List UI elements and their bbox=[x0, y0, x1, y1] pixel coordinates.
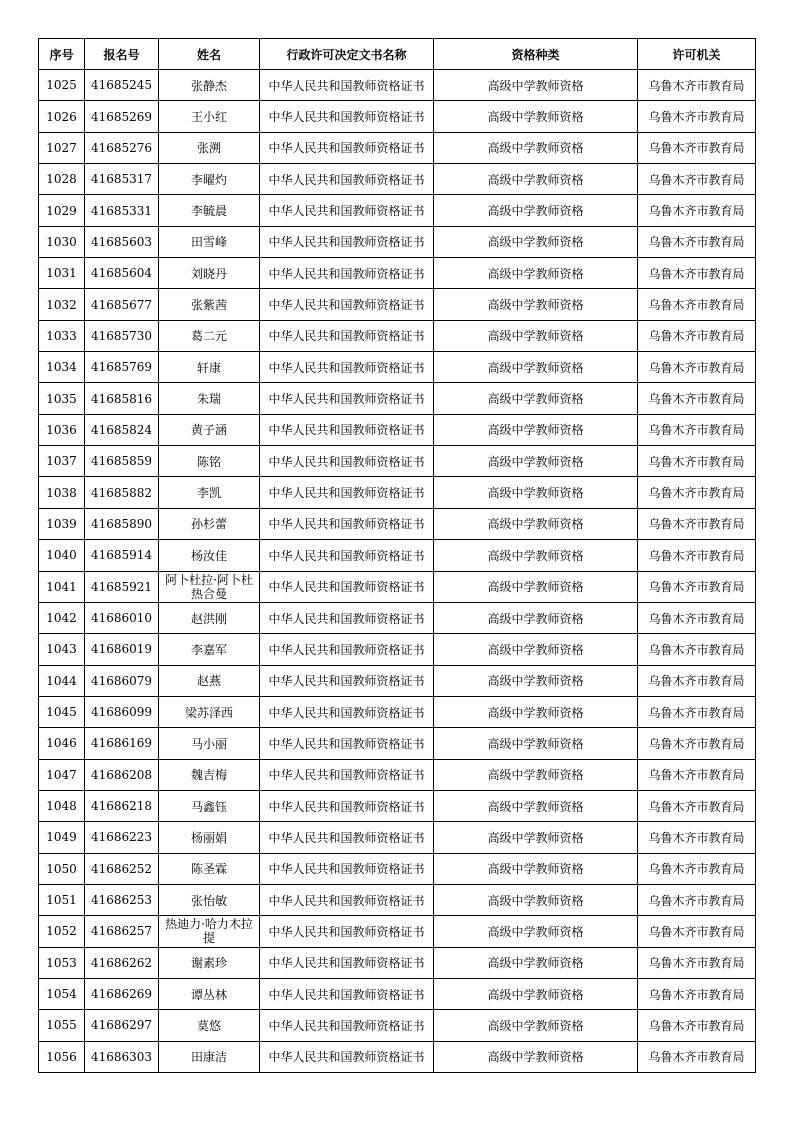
cell-qual-type: 高级中学教师资格 bbox=[434, 978, 638, 1009]
cell-authority: 乌鲁木齐市教育局 bbox=[638, 414, 756, 445]
cell-doc-name: 中华人民共和国教师资格证书 bbox=[260, 540, 434, 571]
cell-doc-name: 中华人民共和国教师资格证书 bbox=[260, 884, 434, 915]
cell-reg-no: 41686208 bbox=[85, 759, 159, 790]
cell-authority: 乌鲁木齐市教育局 bbox=[638, 634, 756, 665]
table-row bbox=[39, 477, 756, 508]
cell-seq: 1047 bbox=[39, 759, 85, 790]
cell-reg-no: 41685914 bbox=[85, 540, 159, 571]
cell-authority: 乌鲁木齐市教育局 bbox=[638, 226, 756, 257]
header-authority: 许可机关 bbox=[638, 39, 756, 70]
cell-authority: 乌鲁木齐市教育局 bbox=[638, 195, 756, 226]
cell-doc-name: 中华人民共和国教师资格证书 bbox=[260, 414, 434, 445]
table-row bbox=[39, 790, 756, 821]
table-row bbox=[39, 226, 756, 257]
cell-authority: 乌鲁木齐市教育局 bbox=[638, 978, 756, 1009]
cell-name: 陈铭 bbox=[159, 446, 260, 477]
cell-seq: 1027 bbox=[39, 132, 85, 163]
table-row bbox=[39, 1010, 756, 1041]
table-row bbox=[39, 1041, 756, 1072]
cell-reg-no: 41685276 bbox=[85, 132, 159, 163]
cell-reg-no: 41686303 bbox=[85, 1041, 159, 1072]
cell-name: 张紫茜 bbox=[159, 289, 260, 320]
cell-authority: 乌鲁木齐市教育局 bbox=[638, 822, 756, 853]
cell-name: 张溯 bbox=[159, 132, 260, 163]
cell-doc-name: 中华人民共和国教师资格证书 bbox=[260, 352, 434, 383]
cell-qual-type: 高级中学教师资格 bbox=[434, 164, 638, 195]
cell-reg-no: 41686253 bbox=[85, 884, 159, 915]
cell-doc-name: 中华人民共和国教师资格证书 bbox=[260, 1041, 434, 1072]
cell-reg-no: 41686252 bbox=[85, 853, 159, 884]
cell-name: 张怡敏 bbox=[159, 884, 260, 915]
table-row bbox=[39, 320, 756, 351]
cell-doc-name: 中华人民共和国教师资格证书 bbox=[260, 947, 434, 978]
cell-doc-name: 中华人民共和国教师资格证书 bbox=[260, 696, 434, 727]
cell-doc-name: 中华人民共和国教师资格证书 bbox=[260, 164, 434, 195]
cell-name: 谭丛林 bbox=[159, 978, 260, 1009]
cell-doc-name: 中华人民共和国教师资格证书 bbox=[260, 1010, 434, 1041]
cell-qual-type: 高级中学教师资格 bbox=[434, 728, 638, 759]
cell-authority: 乌鲁木齐市教育局 bbox=[638, 853, 756, 884]
cell-qual-type: 高级中学教师资格 bbox=[434, 226, 638, 257]
cell-name: 田雪峰 bbox=[159, 226, 260, 257]
cell-name: 赵燕 bbox=[159, 665, 260, 696]
cell-authority: 乌鲁木齐市教育局 bbox=[638, 696, 756, 727]
cell-qual-type: 高级中学教师资格 bbox=[434, 414, 638, 445]
cell-reg-no: 41685890 bbox=[85, 508, 159, 539]
cell-authority: 乌鲁木齐市教育局 bbox=[638, 884, 756, 915]
cell-qual-type: 高级中学教师资格 bbox=[434, 947, 638, 978]
cell-authority: 乌鲁木齐市教育局 bbox=[638, 101, 756, 132]
table-row bbox=[39, 289, 756, 320]
cell-reg-no: 41685604 bbox=[85, 258, 159, 289]
cell-doc-name: 中华人民共和国教师资格证书 bbox=[260, 571, 434, 602]
cell-seq: 1055 bbox=[39, 1010, 85, 1041]
cell-name: 朱瑞 bbox=[159, 383, 260, 414]
cell-seq: 1036 bbox=[39, 414, 85, 445]
table-row bbox=[39, 101, 756, 132]
cell-seq: 1039 bbox=[39, 508, 85, 539]
cell-seq: 1038 bbox=[39, 477, 85, 508]
cell-authority: 乌鲁木齐市教育局 bbox=[638, 602, 756, 633]
cell-doc-name: 中华人民共和国教师资格证书 bbox=[260, 602, 434, 633]
cell-name: 黄子涵 bbox=[159, 414, 260, 445]
cell-authority: 乌鲁木齐市教育局 bbox=[638, 571, 756, 602]
cell-name: 谢素珍 bbox=[159, 947, 260, 978]
table-row bbox=[39, 195, 756, 226]
cell-seq: 1042 bbox=[39, 602, 85, 633]
cell-qual-type: 高级中学教师资格 bbox=[434, 70, 638, 101]
cell-seq: 1031 bbox=[39, 258, 85, 289]
cell-doc-name: 中华人民共和国教师资格证书 bbox=[260, 289, 434, 320]
cell-name: 魏吉梅 bbox=[159, 759, 260, 790]
cell-name: 杨丽娟 bbox=[159, 822, 260, 853]
cell-reg-no: 41685921 bbox=[85, 571, 159, 602]
cell-reg-no: 41686297 bbox=[85, 1010, 159, 1041]
cell-authority: 乌鲁木齐市教育局 bbox=[638, 164, 756, 195]
cell-name: 莫悠 bbox=[159, 1010, 260, 1041]
table-row bbox=[39, 728, 756, 759]
table-body bbox=[39, 70, 756, 1073]
cell-doc-name: 中华人民共和国教师资格证书 bbox=[260, 70, 434, 101]
cell-doc-name: 中华人民共和国教师资格证书 bbox=[260, 477, 434, 508]
cell-reg-no: 41685730 bbox=[85, 320, 159, 351]
cell-qual-type: 高级中学教师资格 bbox=[434, 540, 638, 571]
cell-authority: 乌鲁木齐市教育局 bbox=[638, 728, 756, 759]
cell-doc-name: 中华人民共和国教师资格证书 bbox=[260, 634, 434, 665]
cell-name: 张静杰 bbox=[159, 70, 260, 101]
cell-seq: 1041 bbox=[39, 571, 85, 602]
cell-seq: 1045 bbox=[39, 696, 85, 727]
header-qual-type: 资格种类 bbox=[434, 39, 638, 70]
cell-reg-no: 41686099 bbox=[85, 696, 159, 727]
cell-authority: 乌鲁木齐市教育局 bbox=[638, 289, 756, 320]
cell-qual-type: 高级中学教师资格 bbox=[434, 195, 638, 226]
cell-qual-type: 高级中学教师资格 bbox=[434, 822, 638, 853]
cell-doc-name: 中华人民共和国教师资格证书 bbox=[260, 320, 434, 351]
cell-seq: 1032 bbox=[39, 289, 85, 320]
cell-seq: 1040 bbox=[39, 540, 85, 571]
cell-reg-no: 41686019 bbox=[85, 634, 159, 665]
cell-authority: 乌鲁木齐市教育局 bbox=[638, 446, 756, 477]
cell-authority: 乌鲁木齐市教育局 bbox=[638, 132, 756, 163]
cell-name: 赵洪刚 bbox=[159, 602, 260, 633]
cell-name: 田康洁 bbox=[159, 1041, 260, 1072]
cell-qual-type: 高级中学教师资格 bbox=[434, 665, 638, 696]
cell-qual-type: 高级中学教师资格 bbox=[434, 916, 638, 947]
cell-reg-no: 41686218 bbox=[85, 790, 159, 821]
cell-name: 李嘉军 bbox=[159, 634, 260, 665]
cell-seq: 1054 bbox=[39, 978, 85, 1009]
cell-qual-type: 高级中学教师资格 bbox=[434, 696, 638, 727]
cell-seq: 1052 bbox=[39, 916, 85, 947]
cell-doc-name: 中华人民共和国教师资格证书 bbox=[260, 665, 434, 696]
cell-seq: 1046 bbox=[39, 728, 85, 759]
cell-name: 阿卜杜拉·阿卜杜热合曼 bbox=[159, 571, 260, 602]
cell-seq: 1056 bbox=[39, 1041, 85, 1072]
cell-authority: 乌鲁木齐市教育局 bbox=[638, 916, 756, 947]
table-row bbox=[39, 696, 756, 727]
cell-name: 马鑫钰 bbox=[159, 790, 260, 821]
table-row bbox=[39, 602, 756, 633]
cell-seq: 1029 bbox=[39, 195, 85, 226]
cell-authority: 乌鲁木齐市教育局 bbox=[638, 70, 756, 101]
cell-seq: 1044 bbox=[39, 665, 85, 696]
cell-reg-no: 41686269 bbox=[85, 978, 159, 1009]
cell-reg-no: 41685331 bbox=[85, 195, 159, 226]
cell-seq: 1050 bbox=[39, 853, 85, 884]
cell-name: 李曜灼 bbox=[159, 164, 260, 195]
cell-reg-no: 41685882 bbox=[85, 477, 159, 508]
cell-authority: 乌鲁木齐市教育局 bbox=[638, 508, 756, 539]
cell-qual-type: 高级中学教师资格 bbox=[434, 571, 638, 602]
cell-qual-type: 高级中学教师资格 bbox=[434, 508, 638, 539]
cell-authority: 乌鲁木齐市教育局 bbox=[638, 320, 756, 351]
cell-qual-type: 高级中学教师资格 bbox=[434, 634, 638, 665]
cell-authority: 乌鲁木齐市教育局 bbox=[638, 1041, 756, 1072]
cell-seq: 1053 bbox=[39, 947, 85, 978]
cell-qual-type: 高级中学教师资格 bbox=[434, 884, 638, 915]
cell-name: 轩康 bbox=[159, 352, 260, 383]
cell-reg-no: 41685769 bbox=[85, 352, 159, 383]
cell-reg-no: 41685859 bbox=[85, 446, 159, 477]
table-row bbox=[39, 853, 756, 884]
header-name: 姓名 bbox=[159, 39, 260, 70]
cell-doc-name: 中华人民共和国教师资格证书 bbox=[260, 978, 434, 1009]
cell-qual-type: 高级中学教师资格 bbox=[434, 352, 638, 383]
cell-name: 梁苏泽西 bbox=[159, 696, 260, 727]
table-header-row bbox=[39, 39, 756, 70]
cell-reg-no: 41685816 bbox=[85, 383, 159, 414]
cell-seq: 1025 bbox=[39, 70, 85, 101]
cell-doc-name: 中华人民共和国教师资格证书 bbox=[260, 822, 434, 853]
header-doc-name: 行政许可决定文书名称 bbox=[260, 39, 434, 70]
cell-seq: 1026 bbox=[39, 101, 85, 132]
cell-seq: 1049 bbox=[39, 822, 85, 853]
cell-doc-name: 中华人民共和国教师资格证书 bbox=[260, 132, 434, 163]
cell-authority: 乌鲁木齐市教育局 bbox=[638, 947, 756, 978]
cell-seq: 1048 bbox=[39, 790, 85, 821]
cell-reg-no: 41686169 bbox=[85, 728, 159, 759]
cell-authority: 乌鲁木齐市教育局 bbox=[638, 1010, 756, 1041]
cell-qual-type: 高级中学教师资格 bbox=[434, 446, 638, 477]
cell-doc-name: 中华人民共和国教师资格证书 bbox=[260, 728, 434, 759]
table-row bbox=[39, 978, 756, 1009]
cell-seq: 1043 bbox=[39, 634, 85, 665]
table-row bbox=[39, 414, 756, 445]
cell-name: 陈圣霖 bbox=[159, 853, 260, 884]
table-row bbox=[39, 916, 756, 947]
table-row bbox=[39, 164, 756, 195]
cell-seq: 1028 bbox=[39, 164, 85, 195]
cell-authority: 乌鲁木齐市教育局 bbox=[638, 665, 756, 696]
table-row bbox=[39, 665, 756, 696]
cell-qual-type: 高级中学教师资格 bbox=[434, 383, 638, 414]
table-row bbox=[39, 634, 756, 665]
cell-authority: 乌鲁木齐市教育局 bbox=[638, 352, 756, 383]
table-row bbox=[39, 132, 756, 163]
cell-name: 孙杉蕾 bbox=[159, 508, 260, 539]
cell-seq: 1033 bbox=[39, 320, 85, 351]
cell-seq: 1037 bbox=[39, 446, 85, 477]
cell-authority: 乌鲁木齐市教育局 bbox=[638, 383, 756, 414]
table-row bbox=[39, 947, 756, 978]
cell-qual-type: 高级中学教师资格 bbox=[434, 759, 638, 790]
cell-authority: 乌鲁木齐市教育局 bbox=[638, 790, 756, 821]
table-row bbox=[39, 352, 756, 383]
table-row bbox=[39, 884, 756, 915]
cell-seq: 1030 bbox=[39, 226, 85, 257]
cell-qual-type: 高级中学教师资格 bbox=[434, 602, 638, 633]
table-row bbox=[39, 383, 756, 414]
cell-reg-no: 41686257 bbox=[85, 916, 159, 947]
cell-qual-type: 高级中学教师资格 bbox=[434, 258, 638, 289]
table-row bbox=[39, 540, 756, 571]
teacher-qualification-table bbox=[38, 38, 756, 1073]
cell-name: 王小红 bbox=[159, 101, 260, 132]
table-row bbox=[39, 759, 756, 790]
cell-qual-type: 高级中学教师资格 bbox=[434, 289, 638, 320]
cell-doc-name: 中华人民共和国教师资格证书 bbox=[260, 195, 434, 226]
cell-reg-no: 41686223 bbox=[85, 822, 159, 853]
cell-reg-no: 41686010 bbox=[85, 602, 159, 633]
cell-name: 李毓晨 bbox=[159, 195, 260, 226]
cell-doc-name: 中华人民共和国教师资格证书 bbox=[260, 508, 434, 539]
cell-doc-name: 中华人民共和国教师资格证书 bbox=[260, 258, 434, 289]
cell-name: 马小丽 bbox=[159, 728, 260, 759]
cell-seq: 1034 bbox=[39, 352, 85, 383]
cell-doc-name: 中华人民共和国教师资格证书 bbox=[260, 101, 434, 132]
cell-qual-type: 高级中学教师资格 bbox=[434, 101, 638, 132]
table-row bbox=[39, 571, 756, 602]
table-row bbox=[39, 822, 756, 853]
cell-qual-type: 高级中学教师资格 bbox=[434, 132, 638, 163]
cell-name: 葛二元 bbox=[159, 320, 260, 351]
cell-doc-name: 中华人民共和国教师资格证书 bbox=[260, 226, 434, 257]
cell-qual-type: 高级中学教师资格 bbox=[434, 477, 638, 508]
cell-name: 刘晓丹 bbox=[159, 258, 260, 289]
cell-authority: 乌鲁木齐市教育局 bbox=[638, 258, 756, 289]
cell-name: 热迪力·哈力木拉提 bbox=[159, 916, 260, 947]
table-row bbox=[39, 258, 756, 289]
cell-authority: 乌鲁木齐市教育局 bbox=[638, 759, 756, 790]
cell-name: 李凯 bbox=[159, 477, 260, 508]
cell-qual-type: 高级中学教师资格 bbox=[434, 853, 638, 884]
cell-doc-name: 中华人民共和国教师资格证书 bbox=[260, 759, 434, 790]
cell-reg-no: 41685824 bbox=[85, 414, 159, 445]
cell-doc-name: 中华人民共和国教师资格证书 bbox=[260, 790, 434, 821]
cell-reg-no: 41686262 bbox=[85, 947, 159, 978]
cell-qual-type: 高级中学教师资格 bbox=[434, 790, 638, 821]
cell-authority: 乌鲁木齐市教育局 bbox=[638, 540, 756, 571]
cell-qual-type: 高级中学教师资格 bbox=[434, 1010, 638, 1041]
cell-qual-type: 高级中学教师资格 bbox=[434, 1041, 638, 1072]
cell-reg-no: 41685245 bbox=[85, 70, 159, 101]
cell-reg-no: 41685317 bbox=[85, 164, 159, 195]
header-reg-no: 报名号 bbox=[85, 39, 159, 70]
cell-authority: 乌鲁木齐市教育局 bbox=[638, 477, 756, 508]
cell-reg-no: 41685603 bbox=[85, 226, 159, 257]
cell-reg-no: 41685677 bbox=[85, 289, 159, 320]
cell-doc-name: 中华人民共和国教师资格证书 bbox=[260, 916, 434, 947]
table-row bbox=[39, 508, 756, 539]
header-seq: 序号 bbox=[39, 39, 85, 70]
cell-seq: 1035 bbox=[39, 383, 85, 414]
cell-reg-no: 41685269 bbox=[85, 101, 159, 132]
table-row bbox=[39, 446, 756, 477]
cell-doc-name: 中华人民共和国教师资格证书 bbox=[260, 383, 434, 414]
cell-seq: 1051 bbox=[39, 884, 85, 915]
cell-doc-name: 中华人民共和国教师资格证书 bbox=[260, 446, 434, 477]
cell-qual-type: 高级中学教师资格 bbox=[434, 320, 638, 351]
cell-reg-no: 41686079 bbox=[85, 665, 159, 696]
table-row bbox=[39, 70, 756, 101]
cell-doc-name: 中华人民共和国教师资格证书 bbox=[260, 853, 434, 884]
cell-name: 杨汝佳 bbox=[159, 540, 260, 571]
